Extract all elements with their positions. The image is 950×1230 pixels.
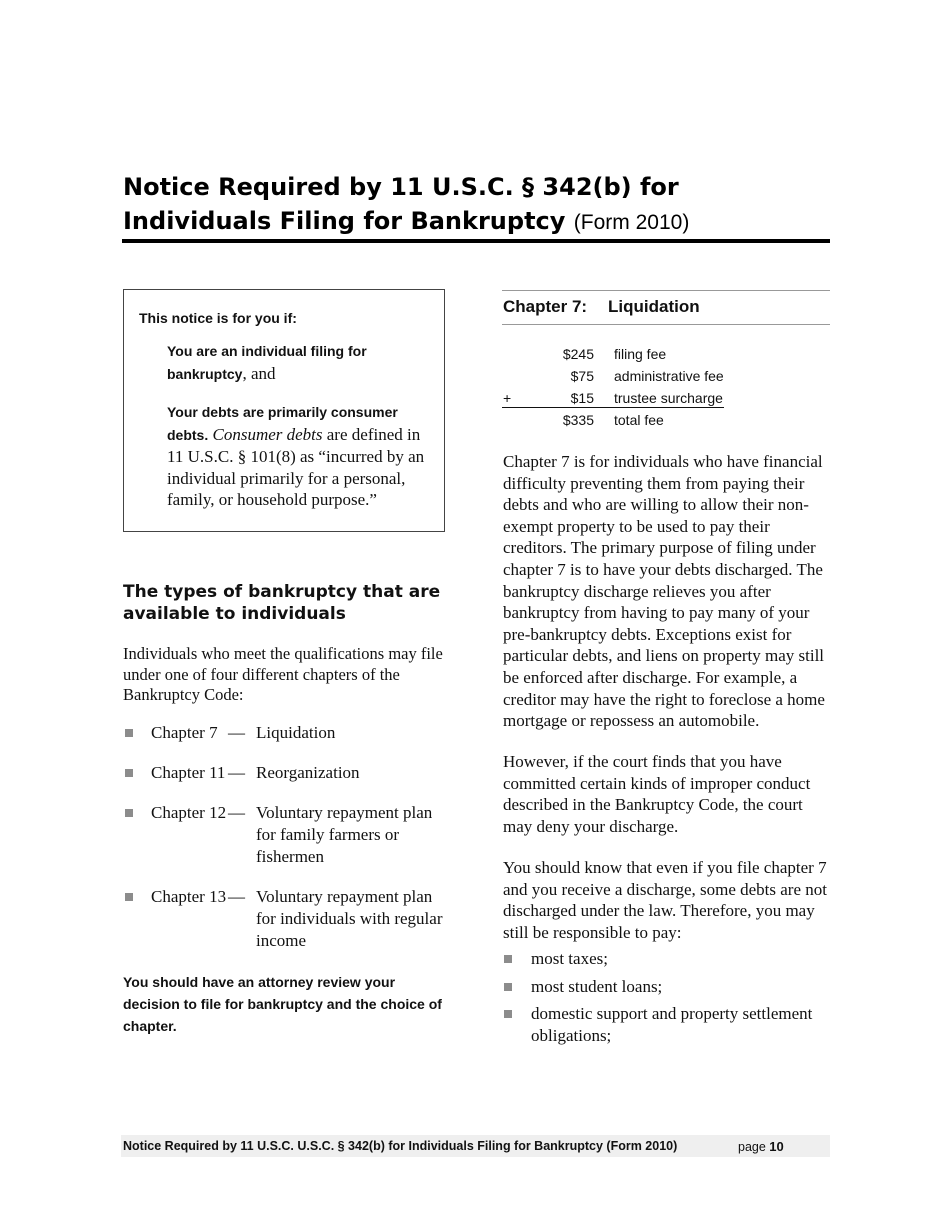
chapter-name: Chapter 12	[151, 803, 227, 822]
square-bullet-icon	[504, 1010, 512, 1018]
page-footer	[121, 1135, 830, 1157]
fee-amount: $335	[562, 412, 594, 428]
chapter-list	[123, 722, 453, 970]
title-line-1: Notice Required by 11 U.S.C. § 342(b) for	[123, 173, 679, 201]
attorney-note: You should have an attorney review your decision to file for bankruptcy and the choice of chapter.	[123, 974, 442, 1034]
fee-row-total	[502, 410, 742, 432]
chapter-item	[123, 762, 453, 784]
chapter-dash: —	[228, 887, 245, 906]
title-line-2-text: Individuals Filing for Bankruptcy	[123, 207, 566, 235]
chapter-name: Chapter 13	[151, 887, 227, 906]
square-bullet-icon	[125, 893, 133, 901]
chapter7-label: Chapter 7:	[503, 297, 588, 316]
page-title	[123, 170, 829, 240]
still-pay-list	[503, 948, 833, 1052]
fee-row	[502, 344, 742, 366]
notice-item-2-rest: are defined in 11 U.S.C. § 101(8) as “incurred by an individual primarily for a personal, family, or household purpose.”	[167, 424, 425, 509]
fee-row	[502, 366, 742, 388]
chapter-description: Liquidation	[256, 723, 336, 742]
notice-box	[123, 289, 445, 532]
chapter7-paragraph-2: However, if the court finds that you have committed certain kinds of improper conduct described in the Bankruptcy Code, the court may deny your discharge.	[503, 752, 811, 836]
chapter7-rule-bottom	[502, 324, 830, 325]
list-item	[503, 976, 833, 998]
notice-item-consumer-debts	[167, 401, 432, 511]
notice-heading: This notice is for you if:	[139, 310, 297, 326]
chapter7-rule-top	[502, 290, 830, 291]
page-number: 10	[769, 1139, 784, 1154]
fee-sign: +	[503, 390, 512, 406]
fee-table	[502, 344, 742, 432]
chapter-name: Chapter 7	[151, 723, 218, 742]
footer-page-number	[738, 1139, 784, 1154]
title-rule	[122, 239, 830, 243]
chapter-item	[123, 722, 453, 744]
types-intro: Individuals who meet the qualifications may file under one of four different chapters of the Bankruptcy Code:	[123, 644, 443, 704]
chapter-dash: —	[228, 763, 245, 782]
fee-label: administrative fee	[614, 368, 724, 384]
list-item-text: most student loans;	[531, 976, 663, 996]
chapter-name: Chapter 11	[151, 763, 226, 782]
fee-amount: $245	[562, 346, 594, 362]
chapter-dash: —	[228, 803, 245, 822]
notice-item-2-bold: Your debts are primarily consumer debts.	[167, 404, 398, 443]
square-bullet-icon	[125, 729, 133, 737]
chapter-item	[123, 802, 453, 868]
title-line-2	[123, 204, 829, 240]
list-item	[503, 1003, 833, 1046]
square-bullet-icon	[504, 983, 512, 991]
chapter-description: Reorganization	[256, 763, 360, 782]
chapter7-title: Liquidation	[608, 297, 700, 316]
fee-row	[502, 388, 742, 410]
fee-label: trustee surcharge	[614, 390, 723, 406]
notice-item-1-bold: You are an individual filing for bankruptcy	[167, 343, 367, 382]
fee-label: total fee	[614, 412, 664, 428]
list-item-text: most taxes;	[531, 949, 608, 968]
types-heading: The types of bankruptcy that are available to individuals	[123, 582, 441, 624]
square-bullet-icon	[125, 769, 133, 777]
fee-amount: $15	[570, 390, 594, 406]
fee-amount: $75	[570, 368, 594, 384]
notice-item-2-italic: Consumer debts	[212, 424, 323, 444]
chapter-item	[123, 886, 453, 952]
fee-label: filing fee	[614, 346, 667, 362]
notice-item-1-rest: , and	[242, 363, 276, 383]
chapter-dash: —	[228, 723, 245, 742]
page-label: page	[738, 1140, 766, 1154]
list-item-text: domestic support and property settlement obligations;	[531, 1004, 813, 1045]
footer-title: Notice Required by 11 U.S.C. U.S.C. § 342(b) for Individuals Filing for Bankruptcy (Form 2010)	[123, 1139, 678, 1153]
chapter-description: Voluntary repayment plan for family farmers or fishermen	[256, 803, 433, 866]
notice-item-individual	[167, 340, 432, 385]
chapter7-paragraph-3: You should know that even if you file chapter 7 and you receive a discharge, some debts are not discharged under the law. Therefore, you may still be responsible to pay:	[503, 858, 827, 942]
square-bullet-icon	[504, 955, 512, 963]
chapter-description: Voluntary repayment plan for individuals with regular income	[256, 887, 443, 950]
square-bullet-icon	[125, 809, 133, 817]
chapter7-paragraph-1: Chapter 7 is for individuals who have financial difficulty preventing them from paying their debts and who are willing to allow their non-exempt property to be used to pay their creditors. The primary purpose of filing under chapter 7 is to have your debts discharged. The bankruptcy discharge relieves you after bankruptcy from having to pay many of your pre-bankruptcy debts. Exceptions exist for particular debts, and liens on property may still be enforced after discharge. For example, a creditor may have the right to foreclose a home mortgage or repossess an automobile.	[503, 452, 825, 731]
form-number: (Form 2010)	[573, 211, 690, 234]
list-item	[503, 948, 833, 970]
